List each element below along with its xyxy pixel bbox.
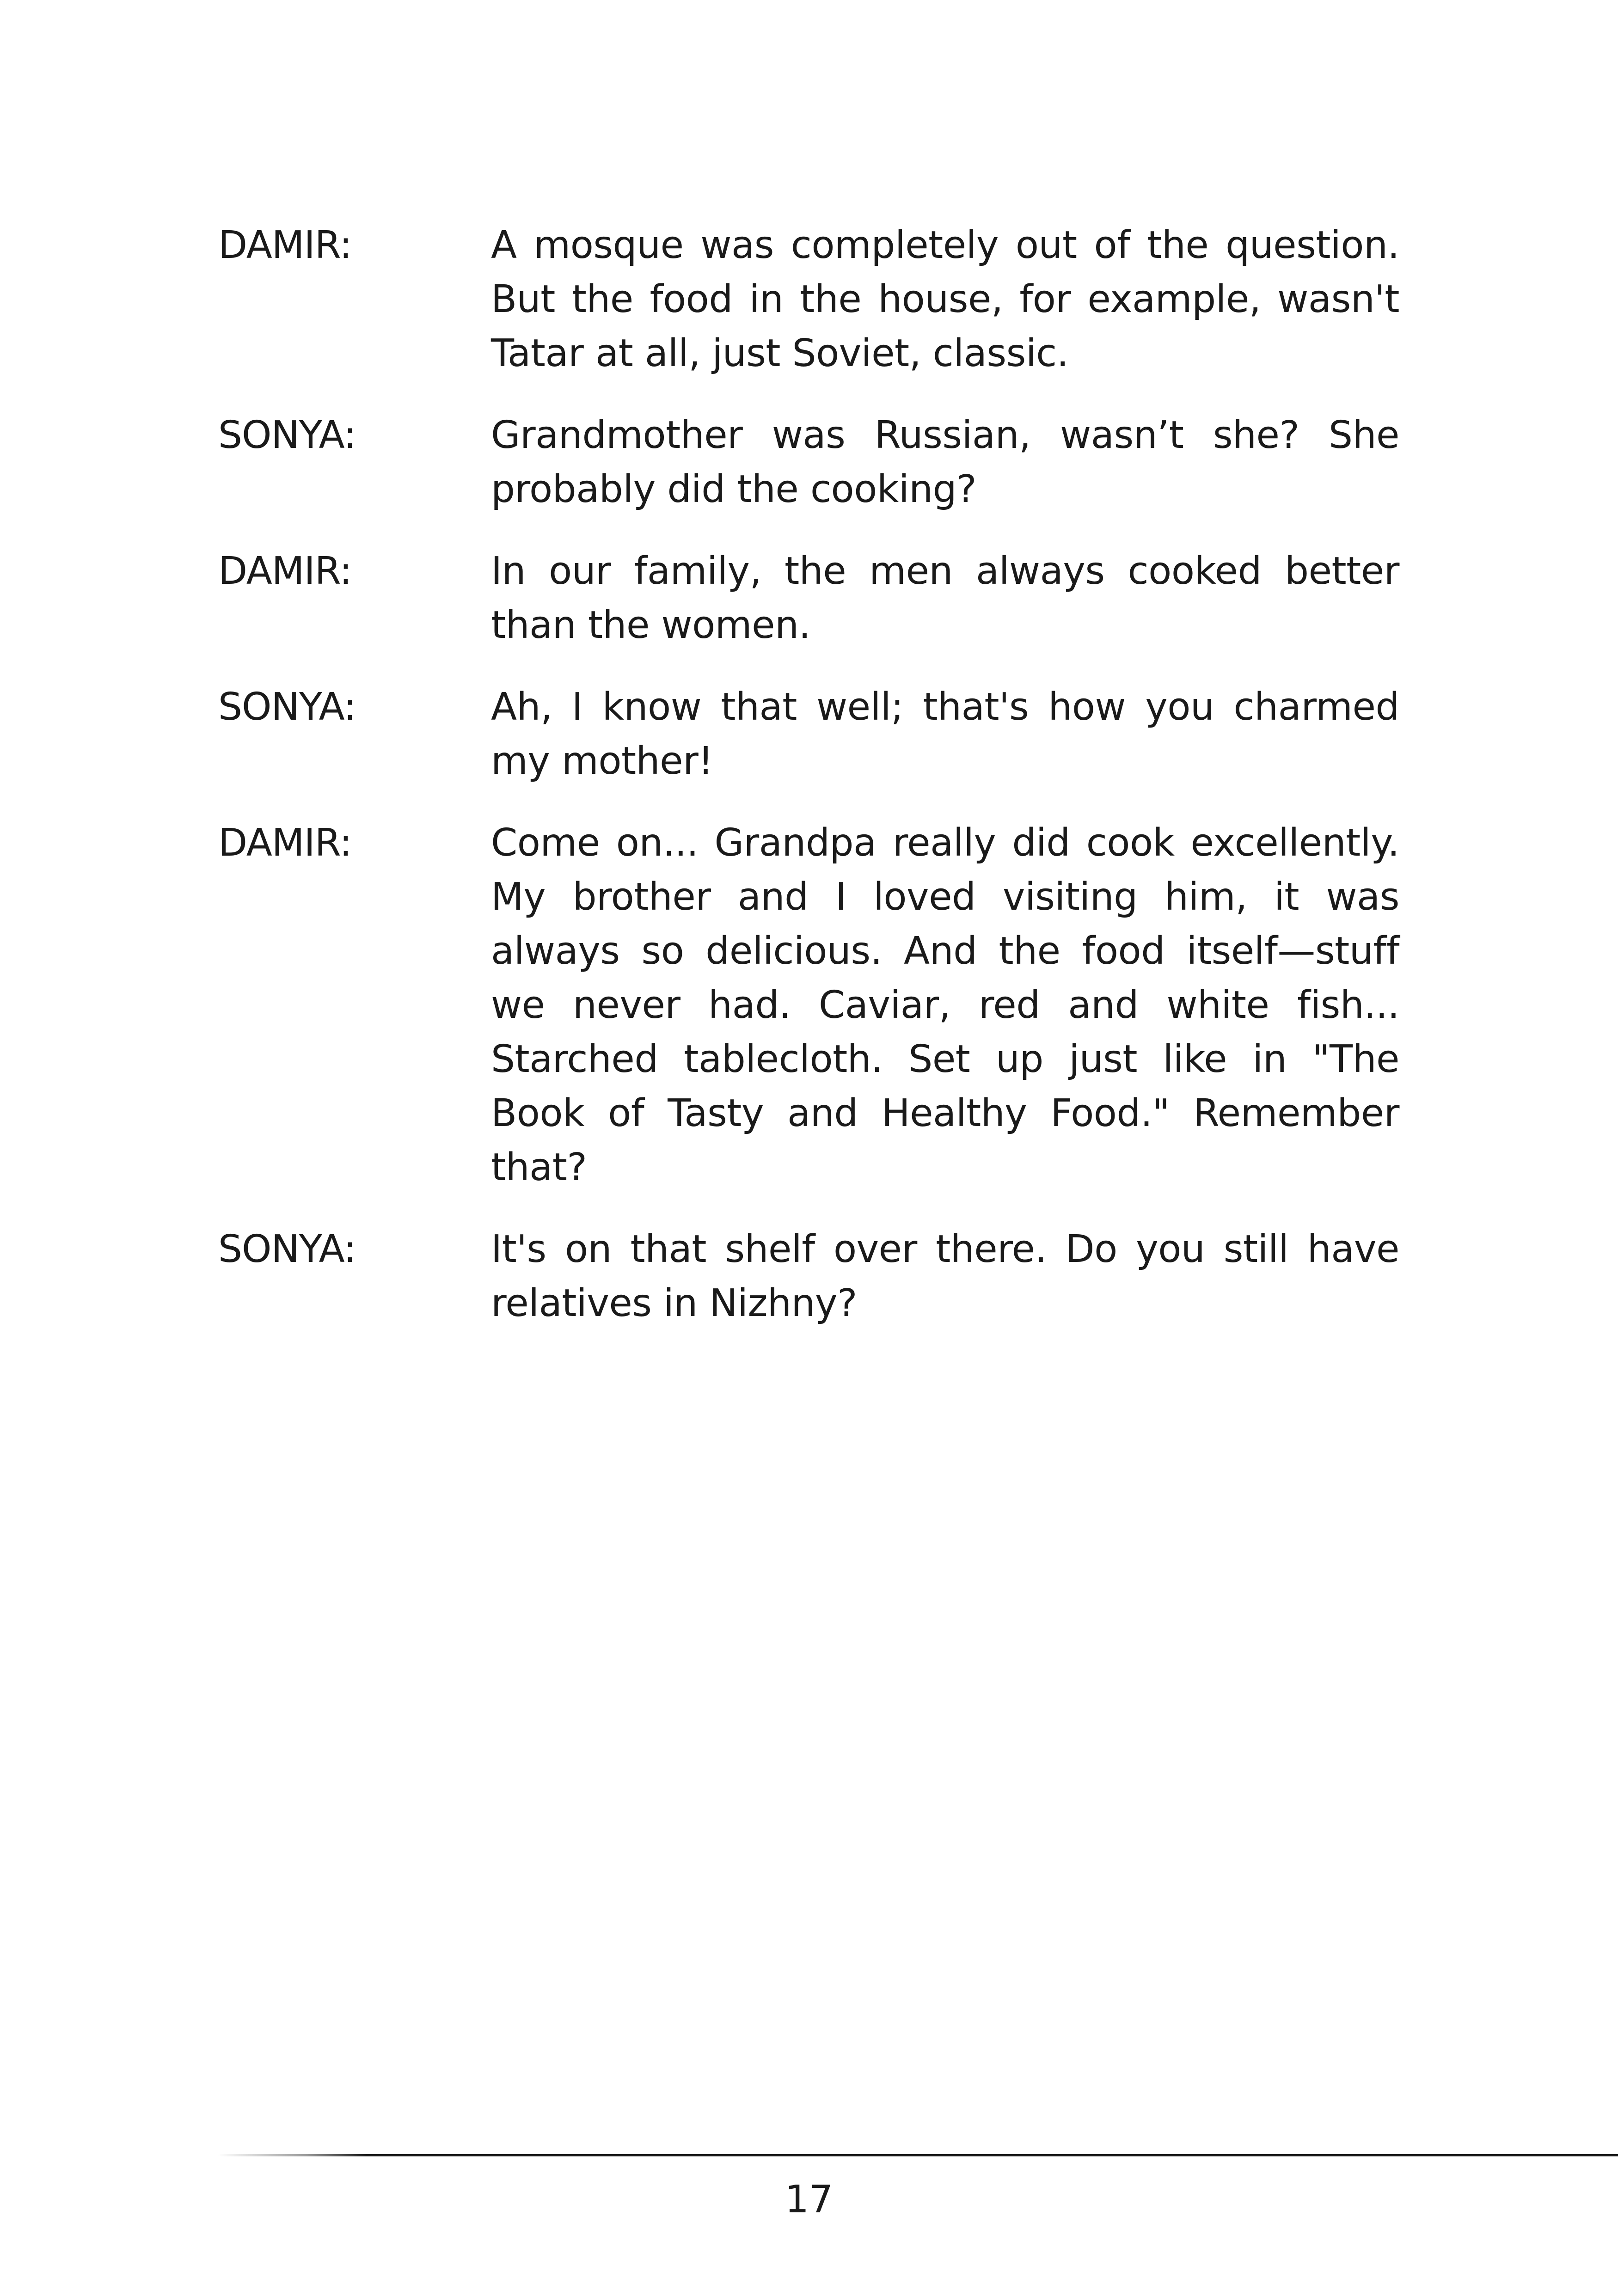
script-dialogue bbox=[218, 218, 1399, 1358]
footer-divider-fade bbox=[218, 2154, 366, 2156]
footer-divider bbox=[218, 2154, 1618, 2156]
dialogue-line bbox=[218, 544, 1399, 652]
speaker-name: DAMIR: bbox=[218, 821, 352, 865]
dialogue-text: A mosque was completely out of the question. But the food in the house, for example, wasn't Tatar at all, just Soviet, classic. bbox=[491, 223, 1399, 375]
dialogue-text: Ah, I know that well; that's how you charmed my mother! bbox=[491, 685, 1399, 783]
speaker-name: SONYA: bbox=[218, 685, 356, 729]
page-number: 17 bbox=[784, 2178, 834, 2222]
dialogue-text: Come on... Grandpa really did cook excellently. My brother and I loved visiting him, it was always so delicious. And the food itself—stuff we never had. Caviar, red and white fish... Starched tablecloth. Set up just like in "The Book of Tasty and Healthy Food." Remember that? bbox=[491, 821, 1399, 1189]
speaker-name: SONYA: bbox=[218, 1227, 356, 1271]
dialogue-text: It's on that shelf over there. Do you still have relatives in Nizhny? bbox=[491, 1227, 1399, 1325]
speaker-name: DAMIR: bbox=[218, 549, 352, 593]
dialogue-line bbox=[218, 1222, 1399, 1330]
dialogue-line bbox=[218, 408, 1399, 516]
speaker-name: DAMIR: bbox=[218, 223, 352, 267]
dialogue-line bbox=[218, 680, 1399, 788]
dialogue-line bbox=[218, 816, 1399, 1194]
dialogue-text: In our family, the men always cooked better than the women. bbox=[491, 549, 1399, 647]
speaker-name: SONYA: bbox=[218, 413, 356, 457]
dialogue-text: Grandmother was Russian, wasn’t she? She probably did the cooking? bbox=[491, 413, 1399, 511]
dialogue-line bbox=[218, 218, 1399, 380]
